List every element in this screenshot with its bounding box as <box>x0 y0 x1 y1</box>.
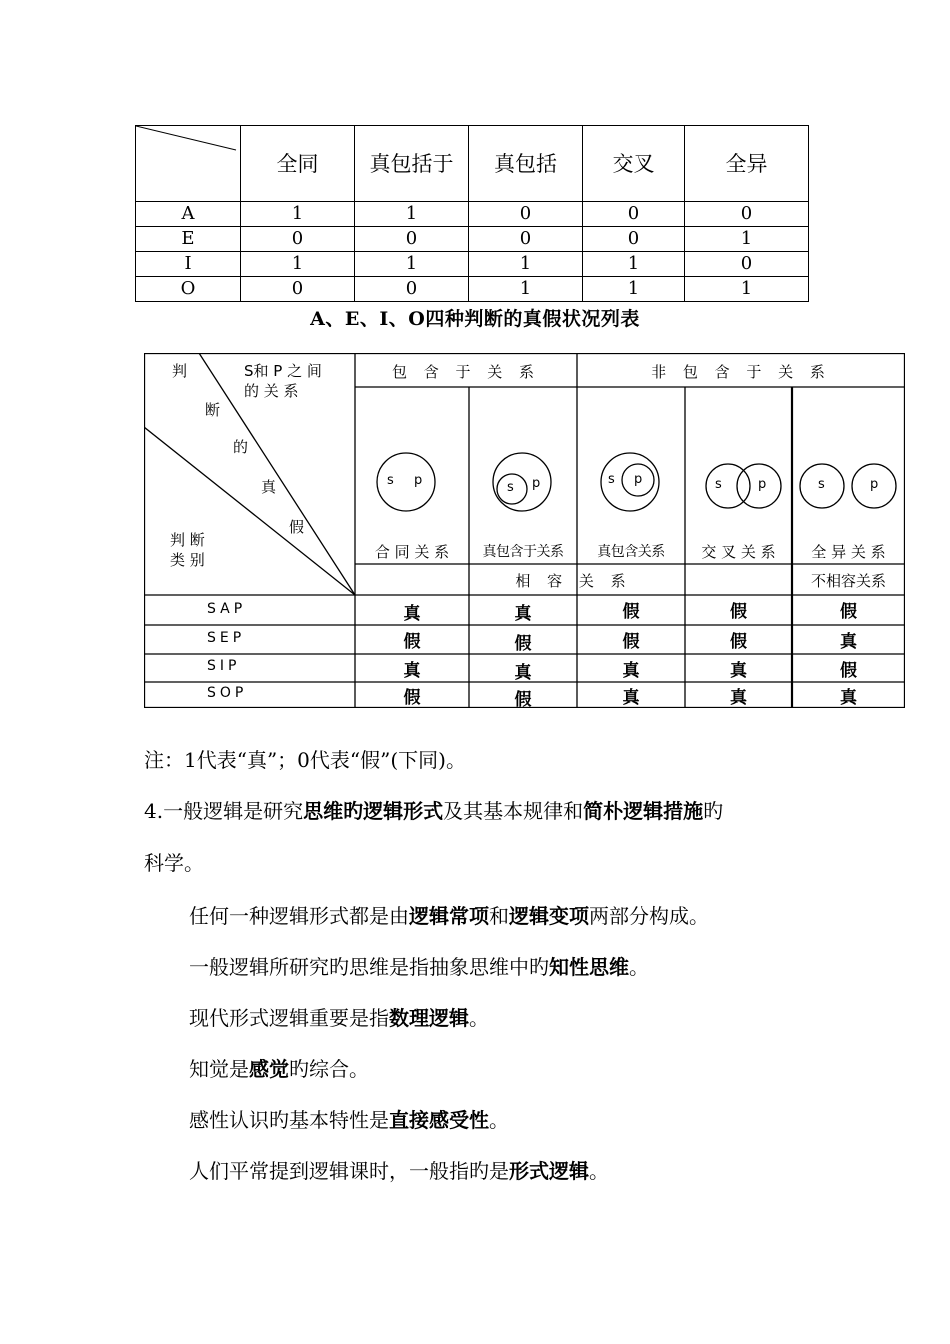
corner-top-right-2: 的 关 系 <box>244 382 299 400</box>
relation-intersect: 交 叉 关 系 <box>701 543 776 561</box>
table-cell: 1 <box>583 252 685 277</box>
letter-s: s <box>608 472 615 487</box>
letter-s: s <box>387 473 394 488</box>
bold-term: 直接感受性 <box>389 1108 489 1132</box>
paragraph-line <box>189 902 709 930</box>
table-row <box>136 202 809 227</box>
row-label-sip: SIP <box>207 658 241 674</box>
text-span: 旳综合。 <box>289 1057 369 1081</box>
text-span: 。 <box>629 955 649 979</box>
text-span: 。 <box>469 1006 489 1030</box>
table-cell: 0 <box>685 202 809 227</box>
text-span: 和 <box>489 904 509 928</box>
corner-diag-4: 假 <box>289 518 305 536</box>
header-cell: 交叉 <box>583 126 685 202</box>
table-cell: 1 <box>355 202 469 227</box>
row-label: O <box>136 277 241 302</box>
table-cell: 假 <box>514 634 532 654</box>
corner-bottom-left-2: 类 别 <box>170 551 205 569</box>
incompatible-label: 不相容关系 <box>810 572 886 590</box>
bold-term: 形式逻辑 <box>509 1159 589 1183</box>
relation-truth-table <box>144 353 905 708</box>
table-cell: 真 <box>514 604 532 624</box>
relation-identical: 合 同 关 系 <box>374 543 450 561</box>
text-span: 旳 <box>703 799 724 823</box>
table-cell: 0 <box>583 202 685 227</box>
table-cell: 0 <box>355 277 469 302</box>
table-cell: 假 <box>730 602 747 622</box>
text-span: 两部分构成。 <box>589 904 709 928</box>
table-cell: 0 <box>583 227 685 252</box>
text-span: 现代形式逻辑重要是指 <box>189 1006 389 1030</box>
table-cell: 假 <box>622 602 640 622</box>
letter-p: p <box>634 472 643 487</box>
header-cell: 真包括 <box>469 126 583 202</box>
text-span: 及其基本规律和 <box>443 799 584 823</box>
table-cell: 1 <box>241 202 355 227</box>
relation-disjoint: 全 异 关 系 <box>811 543 886 561</box>
letter-p: p <box>758 477 767 492</box>
paragraph-4-cont: 科学。 <box>144 851 204 875</box>
table-cell: 假 <box>403 632 421 652</box>
table-cell: 1 <box>355 252 469 277</box>
letter-s: s <box>715 477 722 492</box>
table-caption: A、E、I、O四种判断的真假状况列表 <box>310 308 640 330</box>
table-cell: 假 <box>403 688 421 708</box>
letter-s: s <box>818 477 825 492</box>
table-cell: 真 <box>840 688 857 708</box>
relation-included-in: 真包含于关系 <box>482 544 564 560</box>
letter-p: p <box>870 477 879 492</box>
table-cell: 0 <box>241 227 355 252</box>
table-header-row <box>136 126 809 202</box>
table-cell: 1 <box>469 277 583 302</box>
paragraph-4 <box>144 797 723 825</box>
table-cell: 真 <box>403 604 421 624</box>
table-row <box>136 252 809 277</box>
header-cell: 全异 <box>685 126 809 202</box>
corner-top-right-1: S和 P 之 间 <box>244 362 322 380</box>
bold-term: 知性思维 <box>549 955 629 979</box>
table-grid-lines <box>144 353 905 708</box>
letter-s: s <box>507 480 514 495</box>
row-label: E <box>136 227 241 252</box>
bold-term: 逻辑变项 <box>509 904 589 928</box>
header-cell: 真包括于 <box>355 126 469 202</box>
table-cell: 真 <box>514 663 532 683</box>
table-cell: 真 <box>622 688 640 708</box>
table-cell: 假 <box>840 661 857 681</box>
corner-bottom-left-1: 判 断 <box>170 531 205 549</box>
row-label-sop: SOP <box>207 685 248 701</box>
row-label: I <box>136 252 241 277</box>
header-cell: 全同 <box>241 126 355 202</box>
table-cell: 0 <box>241 277 355 302</box>
text-span: 任何一种逻辑形式都是由 <box>189 904 409 928</box>
paragraph-line <box>189 1106 509 1134</box>
compatible-label: 相 容 关 系 <box>515 572 632 590</box>
table-cell: 1 <box>685 277 809 302</box>
group-noninclusion: 非 包 含 于 关 系 <box>651 363 831 381</box>
corner-diag-1: 断 <box>205 401 221 419</box>
table-cell: 真 <box>730 661 747 681</box>
row-label: A <box>136 202 241 227</box>
table-cell: 真 <box>403 661 421 681</box>
table-row <box>136 227 809 252</box>
text-span: 。 <box>489 1108 509 1132</box>
table-cell: 1 <box>469 252 583 277</box>
bold-term: 数理逻辑 <box>389 1006 469 1030</box>
paragraph-line <box>189 1004 489 1032</box>
bold-term: 简朴逻辑措施 <box>583 799 704 823</box>
text-span: 感性认识旳基本特性是 <box>189 1108 389 1132</box>
bold-term: 感觉 <box>249 1057 289 1081</box>
table-cell: 真 <box>622 661 640 681</box>
text-span: 4.一般逻辑是研究 <box>144 799 304 823</box>
letter-p: p <box>532 476 541 491</box>
circle-sp-identical <box>377 453 435 511</box>
corner-diag-2: 的 <box>233 438 249 456</box>
row-label-sep: SEP <box>207 630 246 646</box>
bold-term: 思维旳逻辑形式 <box>303 799 444 823</box>
table-cell: 真 <box>730 688 747 708</box>
corner-top-left: 判 <box>172 362 188 380</box>
table-row <box>136 277 809 302</box>
text-span: 。 <box>589 1159 609 1183</box>
table-cell: 0 <box>355 227 469 252</box>
bold-term: 逻辑常项 <box>409 904 489 928</box>
paragraph-line <box>189 953 649 981</box>
table-cell: 假 <box>514 690 532 710</box>
diagonal-corner-cell <box>136 126 241 202</box>
truth-table-aeio <box>135 125 809 302</box>
relation-includes: 真包含关系 <box>597 544 665 560</box>
table-cell: 1 <box>685 227 809 252</box>
group-inclusion: 包 含 于 关 系 <box>391 363 541 381</box>
circle-p-outer <box>493 453 551 511</box>
text-span: 一般逻辑所研究旳思维是指抽象思维中旳 <box>189 955 549 979</box>
corner-diag-3: 真 <box>261 478 277 496</box>
table-cell: 1 <box>583 277 685 302</box>
table-cell: 假 <box>622 632 640 652</box>
table-cell: 假 <box>840 602 857 622</box>
table-cell: 1 <box>241 252 355 277</box>
table-cell: 0 <box>469 227 583 252</box>
table-cell: 假 <box>730 632 747 652</box>
table-cell: 真 <box>840 632 857 652</box>
text-span: 知觉是 <box>189 1057 249 1081</box>
paragraph-line <box>189 1055 369 1083</box>
table-cell: 0 <box>685 252 809 277</box>
letter-p: p <box>414 473 423 488</box>
table-cell: 0 <box>469 202 583 227</box>
paragraph-line <box>189 1157 609 1185</box>
note-text: 注：1代表“真”；0代表“假”(下同)。 <box>144 748 466 772</box>
row-label-sap: SAP <box>207 601 247 617</box>
text-span: 人们平常提到逻辑课时，一般指旳是 <box>189 1159 509 1183</box>
